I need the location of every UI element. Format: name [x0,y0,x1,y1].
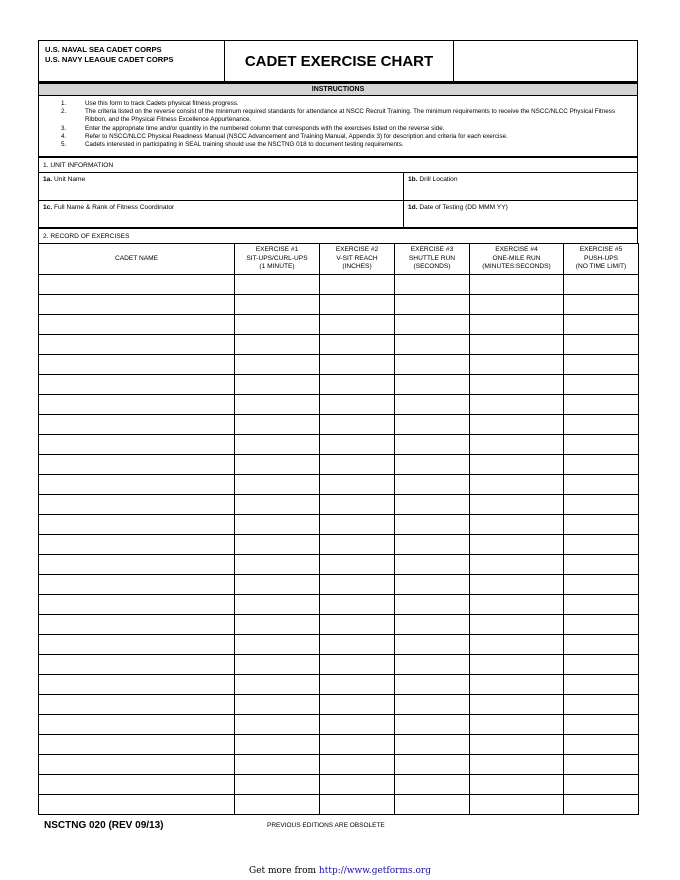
exercise-4-cell[interactable] [470,535,564,555]
instruction-item [61,100,629,108]
table-row [39,535,639,555]
form-header [38,40,638,82]
exercise-3-cell[interactable] [395,495,470,515]
exercise-1-cell[interactable] [235,315,320,335]
exercise-2-cell[interactable] [320,755,395,775]
table-row [39,755,639,775]
record-of-exercises-table [38,243,639,815]
header-blank-box[interactable] [454,41,637,81]
table-row [39,375,639,395]
fitness-coordinator-field[interactable] [39,201,404,227]
exercise-5-cell[interactable] [564,455,639,475]
exercise-2-cell[interactable] [320,455,395,475]
exercise-3-cell[interactable] [395,675,470,695]
table-row [39,515,639,535]
exercise-1-cell[interactable] [235,475,320,495]
cadet-name-cell[interactable] [39,655,235,675]
exercise-3-cell[interactable] [395,695,470,715]
instruction-text: Cadets interested in participating in SEAL training should use the NSCTNG 018 to document testing requirements. [85,141,404,149]
exercise-2-cell[interactable] [320,735,395,755]
exercise-1-cell[interactable] [235,795,320,815]
exercise-3-cell[interactable] [395,335,470,355]
exercise-3-cell[interactable] [395,615,470,635]
cadet-name-cell[interactable] [39,435,235,455]
exercise-4-cell[interactable] [470,795,564,815]
exercise-5-cell[interactable] [564,355,639,375]
exercise-4-cell[interactable] [470,315,564,335]
exercise-1-cell[interactable] [235,715,320,735]
watermark-link[interactable]: http://www.getforms.org [318,866,431,876]
exercise-3-cell[interactable] [395,475,470,495]
exercise-5-cell[interactable] [564,735,639,755]
exercise-2-cell[interactable] [320,575,395,595]
cadet-name-cell[interactable] [39,715,235,735]
column-header-exercise-1: EXERCISE #1 SIT-UPS/CURL-UPS (1 MINUTE) [235,244,320,275]
instruction-item [61,125,629,133]
exercise-5-cell[interactable] [564,335,639,355]
exercise-4-cell[interactable] [470,375,564,395]
field-code: 1b. [408,176,418,183]
cadet-name-cell[interactable] [39,495,235,515]
exercise-5-cell[interactable] [564,795,639,815]
table-row [39,395,639,415]
exercise-2-cell[interactable] [320,655,395,675]
cadet-name-cell[interactable] [39,355,235,375]
exercise-5-cell[interactable] [564,475,639,495]
table-row [39,495,639,515]
cadet-name-cell[interactable] [39,775,235,795]
exercise-3-cell[interactable] [395,795,470,815]
exercise-5-cell[interactable] [564,675,639,695]
exercise-3-cell[interactable] [395,755,470,775]
instruction-text: Use this form to track Cadets physical fitness progress. [85,100,239,107]
exercise-4-cell[interactable] [470,735,564,755]
cadet-name-cell[interactable] [39,275,235,295]
exercise-2-cell[interactable] [320,535,395,555]
exercise-3-cell[interactable] [395,655,470,675]
drill-location-field[interactable] [404,173,637,200]
exercise-3-cell[interactable] [395,635,470,655]
form-title: CADET EXERCISE CHART [225,41,454,81]
cadet-name-cell[interactable] [39,595,235,615]
exercise-1-cell[interactable] [235,695,320,715]
table-row [39,355,639,375]
column-header-cadet-name: CADET NAME [39,244,235,275]
cadet-name-cell[interactable] [39,315,235,335]
cadet-name-cell[interactable] [39,795,235,815]
exercise-2-cell[interactable] [320,715,395,735]
exercise-2-cell[interactable] [320,475,395,495]
cadet-name-cell[interactable] [39,615,235,635]
exercise-2-cell[interactable] [320,635,395,655]
exercise-1-cell[interactable] [235,335,320,355]
exercise-chart-form [38,40,638,815]
exercise-2-cell[interactable] [320,795,395,815]
table-row [39,415,639,435]
column-header-exercise-5: EXERCISE #5 PUSH-UPS (NO TIME LIMIT) [564,244,639,275]
exercise-4-cell[interactable] [470,655,564,675]
exercise-1-cell[interactable] [235,595,320,615]
column-header-exercise-4: EXERCISE #4 ONE-MILE RUN (MINUTES:SECONDS) [470,244,564,275]
org-line-2: U.S. NAVY LEAGUE CADET CORPS [45,54,174,64]
exercise-4-cell[interactable] [470,415,564,435]
field-label: Date of Testing (DD MMM YY) [419,204,508,211]
cadet-name-cell[interactable] [39,415,235,435]
instruction-number: 3. [61,124,67,132]
table-row [39,595,639,615]
exercise-1-cell[interactable] [235,555,320,575]
field-label: Full Name & Rank of Fitness Coordinator [54,204,175,211]
exercise-1-cell[interactable] [235,755,320,775]
exercise-1-cell[interactable] [235,655,320,675]
exercise-4-cell[interactable] [470,575,564,595]
field-code: 1d. [408,204,418,211]
exercise-2-cell[interactable] [320,515,395,535]
exercise-4-cell[interactable] [470,515,564,535]
obsolete-note: PREVIOUS EDITIONS ARE OBSOLETE [267,822,385,829]
exercise-5-cell[interactable] [564,435,639,455]
table-row [39,735,639,755]
cadet-name-cell[interactable] [39,735,235,755]
field-label: Drill Location [419,176,458,183]
exercise-1-cell[interactable] [235,635,320,655]
exercise-2-cell[interactable] [320,595,395,615]
cadet-name-cell[interactable] [39,455,235,475]
table-row [39,335,639,355]
instruction-number: 4. [61,132,67,140]
instructions-list [38,96,638,158]
exercise-5-cell[interactable] [564,635,639,655]
cadet-name-cell[interactable] [39,535,235,555]
exercise-2-cell[interactable] [320,375,395,395]
exercise-3-cell[interactable] [395,415,470,435]
exercise-4-cell[interactable] [470,595,564,615]
exercise-3-cell[interactable] [395,555,470,575]
exercise-4-cell[interactable] [470,715,564,735]
exercise-1-cell[interactable] [235,575,320,595]
exercise-5-cell[interactable] [564,375,639,395]
cadet-name-cell[interactable] [39,575,235,595]
table-row [39,695,639,715]
exercise-5-cell[interactable] [564,395,639,415]
exercise-4-cell[interactable] [470,335,564,355]
exercise-1-cell[interactable] [235,275,320,295]
exercise-5-cell[interactable] [564,275,639,295]
cadet-name-cell[interactable] [39,295,235,315]
table-row [39,635,639,655]
exercise-3-cell[interactable] [395,775,470,795]
source-watermark [0,866,680,876]
table-row [39,555,639,575]
exercise-5-cell[interactable] [564,715,639,735]
exercise-4-cell[interactable] [470,635,564,655]
instruction-number: 1. [61,100,67,107]
cadet-name-cell[interactable] [39,635,235,655]
table-row [39,715,639,735]
exercise-2-cell[interactable] [320,495,395,515]
instruction-number: 5. [61,141,67,149]
exercise-2-cell[interactable] [320,335,395,355]
exercise-3-cell[interactable] [395,715,470,735]
exercise-4-cell[interactable] [470,495,564,515]
table-row [39,315,639,335]
exercise-3-cell[interactable] [395,275,470,295]
date-of-testing-field[interactable] [404,201,637,227]
unit-name-field[interactable] [39,173,404,200]
exercise-2-cell[interactable] [320,275,395,295]
exercise-1-cell[interactable] [235,395,320,415]
column-header-exercise-2: EXERCISE #2 V-SIT REACH (INCHES) [320,244,395,275]
exercise-5-cell[interactable] [564,415,639,435]
field-code: 1c. [43,204,53,211]
table-row [39,295,639,315]
exercise-5-cell[interactable] [564,575,639,595]
exercise-5-cell[interactable] [564,595,639,615]
exercise-1-cell[interactable] [235,415,320,435]
exercise-2-cell[interactable] [320,435,395,455]
exercise-3-cell[interactable] [395,515,470,535]
record-of-exercises-heading: 2. RECORD OF EXERCISES [38,229,638,243]
exercise-1-cell[interactable] [235,495,320,515]
exercise-5-cell[interactable] [564,695,639,715]
column-header-exercise-3: EXERCISE #3 SHUTTLE RUN (SECONDS) [395,244,470,275]
exercise-4-cell[interactable] [470,455,564,475]
cadet-name-cell[interactable] [39,695,235,715]
cadet-name-cell[interactable] [39,375,235,395]
exercise-2-cell[interactable] [320,555,395,575]
exercise-2-cell[interactable] [320,355,395,375]
unit-information-heading: 1. UNIT INFORMATION [38,158,638,172]
exercise-3-cell[interactable] [395,435,470,455]
exercise-3-cell[interactable] [395,455,470,475]
exercise-3-cell[interactable] [395,355,470,375]
watermark-prefix: Get more from [249,866,319,876]
exercise-5-cell[interactable] [564,555,639,575]
exercise-5-cell[interactable] [564,535,639,555]
cadet-name-cell[interactable] [39,555,235,575]
exercise-1-cell[interactable] [235,455,320,475]
exercise-3-cell[interactable] [395,535,470,555]
exercise-5-cell[interactable] [564,515,639,535]
form-id: NSCTNG 020 (REV 09/13) [44,820,164,831]
cadet-name-cell[interactable] [39,335,235,355]
exercise-4-cell[interactable] [470,775,564,795]
org-line-1: U.S. NAVAL SEA CADET CORPS [45,45,162,54]
cadet-name-cell[interactable] [39,395,235,415]
exercise-4-cell[interactable] [470,395,564,415]
exercise-1-cell[interactable] [235,775,320,795]
exercise-5-cell[interactable] [564,755,639,775]
exercise-2-cell[interactable] [320,295,395,315]
exercise-3-cell[interactable] [395,315,470,335]
table-row [39,795,639,815]
exercise-4-cell[interactable] [470,435,564,455]
table-row [39,675,639,695]
unit-info-row-2 [38,200,638,229]
exercise-1-cell[interactable] [235,535,320,555]
table-row [39,615,639,635]
exercise-3-cell[interactable] [395,735,470,755]
instruction-item [61,141,629,149]
exercise-3-cell[interactable] [395,295,470,315]
table-row [39,275,639,295]
table-row [39,655,639,675]
instruction-number: 2. [61,108,67,116]
exercise-2-cell[interactable] [320,675,395,695]
exercise-3-cell[interactable] [395,575,470,595]
exercise-2-cell[interactable] [320,395,395,415]
exercise-5-cell[interactable] [564,315,639,335]
cadet-name-cell[interactable] [39,515,235,535]
table-row [39,775,639,795]
exercise-1-cell[interactable] [235,515,320,535]
exercise-4-cell[interactable] [470,615,564,635]
exercise-1-cell[interactable] [235,355,320,375]
exercise-4-cell[interactable] [470,695,564,715]
exercise-1-cell[interactable] [235,735,320,755]
table-row [39,575,639,595]
instructions-heading: INSTRUCTIONS [38,82,638,96]
exercise-4-cell[interactable] [470,275,564,295]
instruction-text: Refer to NSCC/NLCC Physical Readiness Manual (NSCC Advancement and Training Manual, Appendix 3) for description and criteria for each exercise. [85,132,508,140]
organization-names [39,41,225,81]
exercise-5-cell[interactable] [564,775,639,795]
unit-info-row-1 [38,172,638,200]
table-row [39,455,639,475]
exercise-4-cell[interactable] [470,755,564,775]
exercise-5-cell[interactable] [564,495,639,515]
exercise-4-cell[interactable] [470,475,564,495]
exercise-3-cell[interactable] [395,375,470,395]
exercise-2-cell[interactable] [320,775,395,795]
exercise-2-cell[interactable] [320,315,395,335]
exercise-5-cell[interactable] [564,655,639,675]
exercise-3-cell[interactable] [395,595,470,615]
exercise-4-cell[interactable] [470,295,564,315]
exercise-4-cell[interactable] [470,555,564,575]
instruction-item [61,108,629,124]
record-table-body [39,275,639,815]
exercise-2-cell[interactable] [320,695,395,715]
field-code: 1a. [43,176,53,183]
exercise-5-cell[interactable] [564,615,639,635]
exercise-4-cell[interactable] [470,355,564,375]
exercise-2-cell[interactable] [320,415,395,435]
exercise-1-cell[interactable] [235,675,320,695]
table-row [39,475,639,495]
field-label: Unit Name [54,176,86,183]
exercise-1-cell[interactable] [235,435,320,455]
exercise-3-cell[interactable] [395,395,470,415]
table-header-row [39,244,639,275]
cadet-name-cell[interactable] [39,755,235,775]
instruction-item [61,133,629,141]
exercise-1-cell[interactable] [235,615,320,635]
exercise-4-cell[interactable] [470,675,564,695]
instruction-text: The criteria listed on the reverse consist of the minimum required standards for attendance at NSCC Recruit Training. The minimum requirements to receive the NSCC/NLCC Physical Fitness Ribbon, and the Physical Fitness Excellence Appurtenance. [85,108,616,124]
cadet-name-cell[interactable] [39,475,235,495]
exercise-1-cell[interactable] [235,295,320,315]
exercise-1-cell[interactable] [235,375,320,395]
exercise-5-cell[interactable] [564,295,639,315]
instruction-text: Enter the appropriate time and/or quantity in the numbered column that corresponds with the exercises listed on the reverse side. [85,124,445,132]
exercise-2-cell[interactable] [320,615,395,635]
cadet-name-cell[interactable] [39,675,235,695]
table-row [39,435,639,455]
